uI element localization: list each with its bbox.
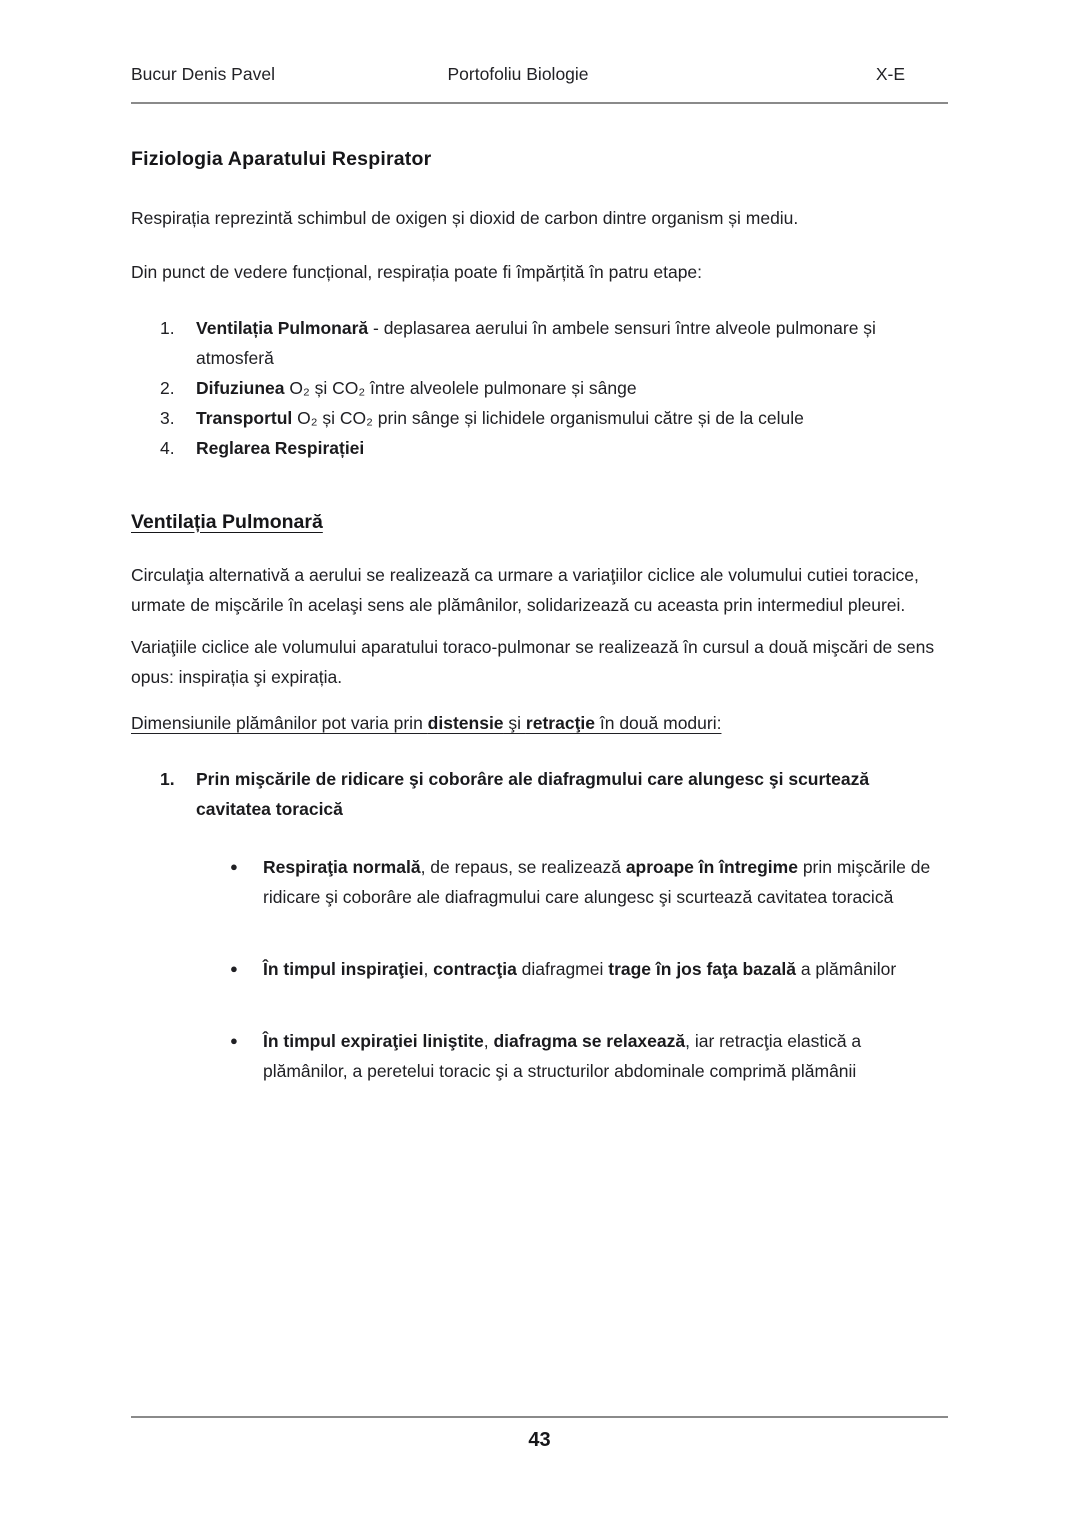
text-run: O₂ și CO₂ prin sânge și lichidele organismului către și de la celule [292, 408, 804, 428]
bold-run: Respiraţia normală [263, 857, 421, 877]
stages-list-item-3 [160, 403, 948, 433]
bold-run: retracţie [525, 713, 595, 733]
text-run: diafragmei [516, 959, 609, 979]
bold-run: Reglarea Respirației [196, 438, 365, 458]
text-run: O₂ și CO₂ între alveolele pulmonare și sânge [284, 378, 637, 398]
stages-list-item-4 [160, 433, 948, 463]
text-run: - deplasarea aerului în ambele sensuri între alveole pulmonare și atmosferă [196, 318, 876, 368]
header-doc-title: Portofoliu Biologie [447, 64, 589, 84]
text-run: , iar retracţia elastică a plămânilor, a peretelui toracic şi a structurilor abdominale comprimă plămânii [263, 1031, 862, 1081]
bullet-item-2 [230, 954, 948, 984]
page-title: Fiziologia Aparatului Respirator [131, 148, 432, 170]
text-run: în două moduri: [595, 713, 722, 733]
modes-list [131, 764, 948, 1086]
bold-run: Difuziunea [196, 378, 285, 398]
modes-bullet-list [131, 852, 948, 1086]
list-number: 4. [160, 438, 175, 458]
stages-list-item-2 [160, 373, 948, 403]
list-number: 2. [160, 378, 175, 398]
list-number: 3. [160, 408, 175, 428]
header-class: X-E [875, 64, 905, 84]
bold-run: Transportul [196, 408, 293, 428]
bullet-item-1 [230, 852, 948, 912]
bold-run: diafragma se relaxează [493, 1031, 686, 1051]
text-run: şi [503, 713, 526, 733]
bullet-icon: ● [230, 859, 238, 874]
paragraph-variations: Variaţiile ciclice ale volumului aparatului toraco-pulmonar se realizează în cursul a două mişcări de sens opus: inspirația şi expirația. [131, 637, 935, 687]
paragraph-stages-intro: Din punct de vedere funcțional, respirația poate fi împărțită în patru etape: [131, 262, 703, 282]
list-text [196, 403, 948, 433]
text-run: , [423, 959, 434, 979]
underlined-run [131, 713, 721, 733]
header-divider [131, 102, 948, 104]
list-text: Prin mişcările de ridicare şi coborâre ale diafragmului care alungesc şi scurtează cavitatea toracică [196, 769, 870, 819]
list-text [196, 313, 948, 373]
modes-list-item-1 [160, 764, 948, 824]
section-heading-ventilation: Ventilația Pulmonară [131, 511, 323, 533]
list-number: 1. [160, 769, 175, 789]
text-run: , de repaus, se realizează [420, 857, 626, 877]
page-number: 43 [528, 1429, 551, 1451]
text-run: Dimensiunile plămânilor pot varia prin [131, 713, 428, 733]
text-run: prin mişcările de ridicare şi coborâre ale diafragmului care alungesc şi scurtează cavitatea toracică [263, 857, 931, 907]
bold-run: În timpul expiraţiei liniştite [263, 1031, 484, 1051]
header-author: Bucur Denis Pavel [131, 64, 275, 84]
stages-list-item-1 [160, 313, 948, 373]
stages-list [131, 313, 948, 463]
text-run: , [483, 1031, 494, 1051]
list-text [196, 373, 948, 403]
bullet-text [263, 852, 948, 912]
paragraph-circulation: Circulaţia alternativă a aerului se realizează ca urmare a variaţiilor ciclice ale volumului cutiei toracice, urmate de mişcările în acelaşi sens ale plămânilor, solidarizează cu aceasta prin intermediul pleurei. [131, 565, 919, 615]
list-text [196, 433, 948, 463]
bullet-text [263, 954, 948, 984]
bullet-item-3 [230, 1026, 948, 1086]
bullet-icon: ● [230, 961, 238, 976]
text-run: a plămânilor [795, 959, 897, 979]
bullet-icon: ● [230, 1033, 238, 1048]
footer-divider [131, 1416, 948, 1418]
bold-run: trage în jos faţa bazală [608, 959, 796, 979]
paragraph-dimensions [131, 708, 948, 738]
page-header [131, 64, 948, 85]
bold-run: aproape în întregime [625, 857, 798, 877]
bold-run: În timpul inspiraţiei [263, 959, 424, 979]
bold-run: Ventilația Pulmonară [196, 318, 369, 338]
list-number: 1. [160, 318, 175, 338]
bold-run: distensie [427, 713, 504, 733]
bold-run: contracţia [433, 959, 517, 979]
paragraph-respiration: Respirația reprezintă schimbul de oxigen și dioxid de carbon dintre organism și mediu. [131, 208, 799, 228]
page-footer [131, 1416, 948, 1452]
bullet-text [263, 1026, 948, 1086]
